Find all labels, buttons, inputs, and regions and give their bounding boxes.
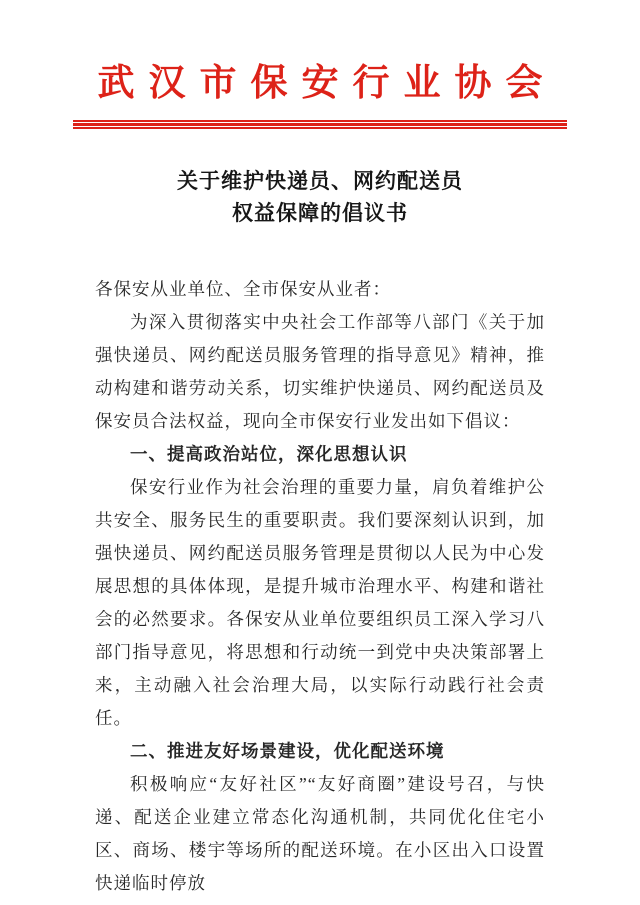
document-title-line2: 权益保障的倡议书 (232, 201, 408, 226)
divider-line-bottom (73, 127, 567, 129)
document-title-line1: 关于维护快递员、网约配送员 (177, 169, 463, 194)
letterhead-divider (73, 120, 567, 129)
letterhead (0, 62, 640, 129)
document-body (95, 273, 545, 900)
divider-line-top (73, 120, 567, 122)
salutation: 各保安从业单位、全市保安从业者： (95, 279, 391, 300)
document-title (95, 165, 545, 229)
paragraph-section-1: 保安行业作为社会治理的重要力量，肩负着维护公共安全、服务民生的重要职责。我们要深刻认识到，加强快递员、网约配送员服务管理是贯彻以人民为中心发展思想的具体体现，是提升城市治理水平、构建和谐社会的必然要求。各保安从业单位要组织员工深入学习八部门指导意见，将思想和行动统一到党中央决策部署上来，主动融入社会治理大局，以实际行动践行社会责任。 (95, 477, 545, 729)
letterhead-org-name: 武汉市保安行业协会 (97, 63, 557, 104)
paragraph-section-2: 积极响应“友好社区”“友好商圈”建设号召，与快递、配送企业建立常态化沟通机制，共同优化住宅小区、商场、楼宇等场所的配送环境。在小区出入口设置快递临时停放 (95, 774, 545, 894)
section-heading-1: 一、提高政治站位，深化思想认识 (130, 444, 408, 465)
paragraph-intro: 为深入贯彻落实中央社会工作部等八部门《关于加强快递员、网约配送员服务管理的指导意见》精神，推动构建和谐劳动关系，切实维护快递员、网约配送员及保安员合法权益，现向全市保安行业发出如下倡议： (95, 312, 545, 432)
section-heading-2: 二、推进友好场景建设，优化配送环境 (130, 741, 445, 762)
divider-line-middle (73, 123, 567, 126)
